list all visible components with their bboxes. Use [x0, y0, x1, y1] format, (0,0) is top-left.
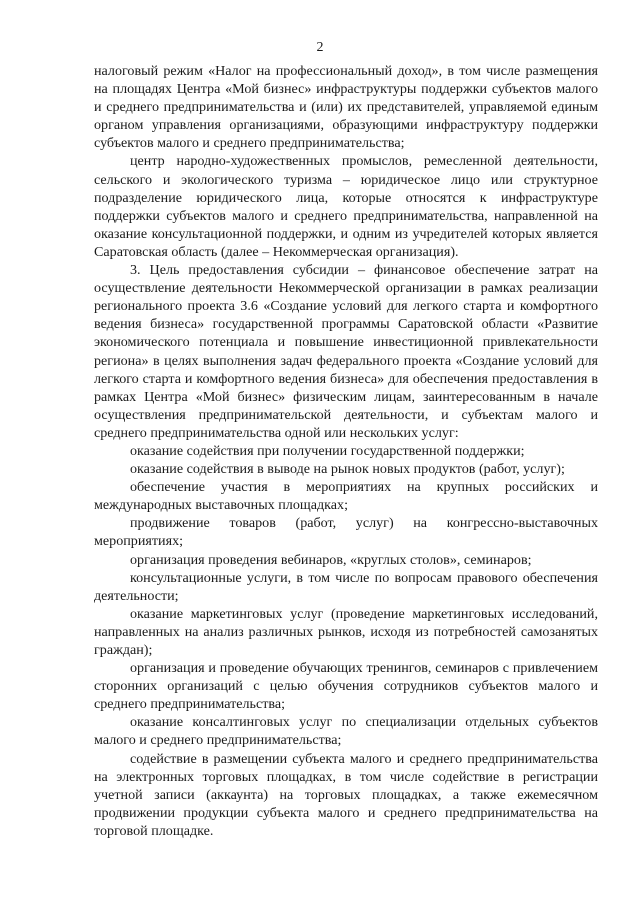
list-item-exhibitions: обеспечение участия в мероприятиях на крупных российских и международных выставочных площадках;: [94, 479, 598, 514]
list-item-state-support: оказание содействия при получении государственной поддержки;: [130, 442, 525, 459]
paragraph-tax-regime: налоговый режим «Налог на профессиональный доход», в том числе размещения на площадях Центра «Мой бизнес» инфраструктуры поддержки субъектов малого и среднего предпринимательства и (или) их представителей, управляемой единым органом управления организациями, образующими инфраструктуру поддержки субъектов малого и среднего предпринимательства;: [94, 63, 598, 152]
page-number: 2: [316, 40, 324, 55]
list-item-congress-promotion: продвижение товаров (работ, услуг) на конгрессно-выставочных мероприятиях;: [94, 515, 598, 550]
list-item-trainings: организация и проведение обучающих тренингов, семинаров с привлечением сторонних организаций с целью обучения сотрудников субъектов малого и среднего предпринимательства;: [94, 660, 598, 713]
list-item-new-products: оказание содействия в выводе на рынок новых продуктов (работ, услуг);: [130, 461, 565, 478]
list-item-webinars: организация проведения вебинаров, «круглых столов», семинаров;: [130, 551, 532, 568]
document-body: [94, 62, 598, 840]
list-item-specialization-consulting: оказание консалтинговых услуг по специализации отдельных субъектов малого и среднего предпринимательства;: [94, 714, 598, 749]
paragraph-subsidy-purpose: 3. Цель предоставления субсидии – финансовое обеспечение затрат на осуществление деятельности Некоммерческой организации в рамках реализации регионального проекта 3.6 «Создание условий для легкого старта и комфортного ведения бизнеса» государственной программы Саратовской области «Развитие экономического потенциала и повышение инвестиционной привлекательности региона» в целях выполнения задач федерального проекта «Создание условий для легкого старта и комфортного ведения бизнеса» для обеспечения предоставления в рамках Центра «Мой бизнес» физическим лицам, заинтересованным в начале осуществления предпринимательской деятельности, и субъектам малого и среднего предпринимательства одной или нескольких услуг:: [94, 262, 598, 441]
paragraph-crafts-center: центр народно-художественных промыслов, ремесленной деятельности, сельского и экологического туризма – юридическое лицо или структурное подразделение юридического лица, которые относятся к инфраструктуре поддержки субъектов малого и среднего предпринимательства, направленной на оказание консультационной поддержки, и одним из учредителей которых является Саратовская область (далее – Некоммерческая организация).: [94, 153, 598, 260]
list-item-marketing: оказание маркетинговых услуг (проведение маркетинговых исследований, направленных на анализ различных рынков, исходя из потребностей самозанятых граждан);: [94, 605, 598, 658]
list-item-marketplaces: содействие в размещении субъекта малого и среднего предпринимательства на электронных торговых площадках, в том числе содействие в регистрации учетной записи (аккаунта) на торговых площадках, а также ежемесячном продвижении продукции субъекта малого и среднего предпринимательства на торговой площадке.: [94, 750, 598, 839]
list-item-consulting: консультационные услуги, в том числе по вопросам правового обеспечения деятельности;: [94, 569, 598, 604]
